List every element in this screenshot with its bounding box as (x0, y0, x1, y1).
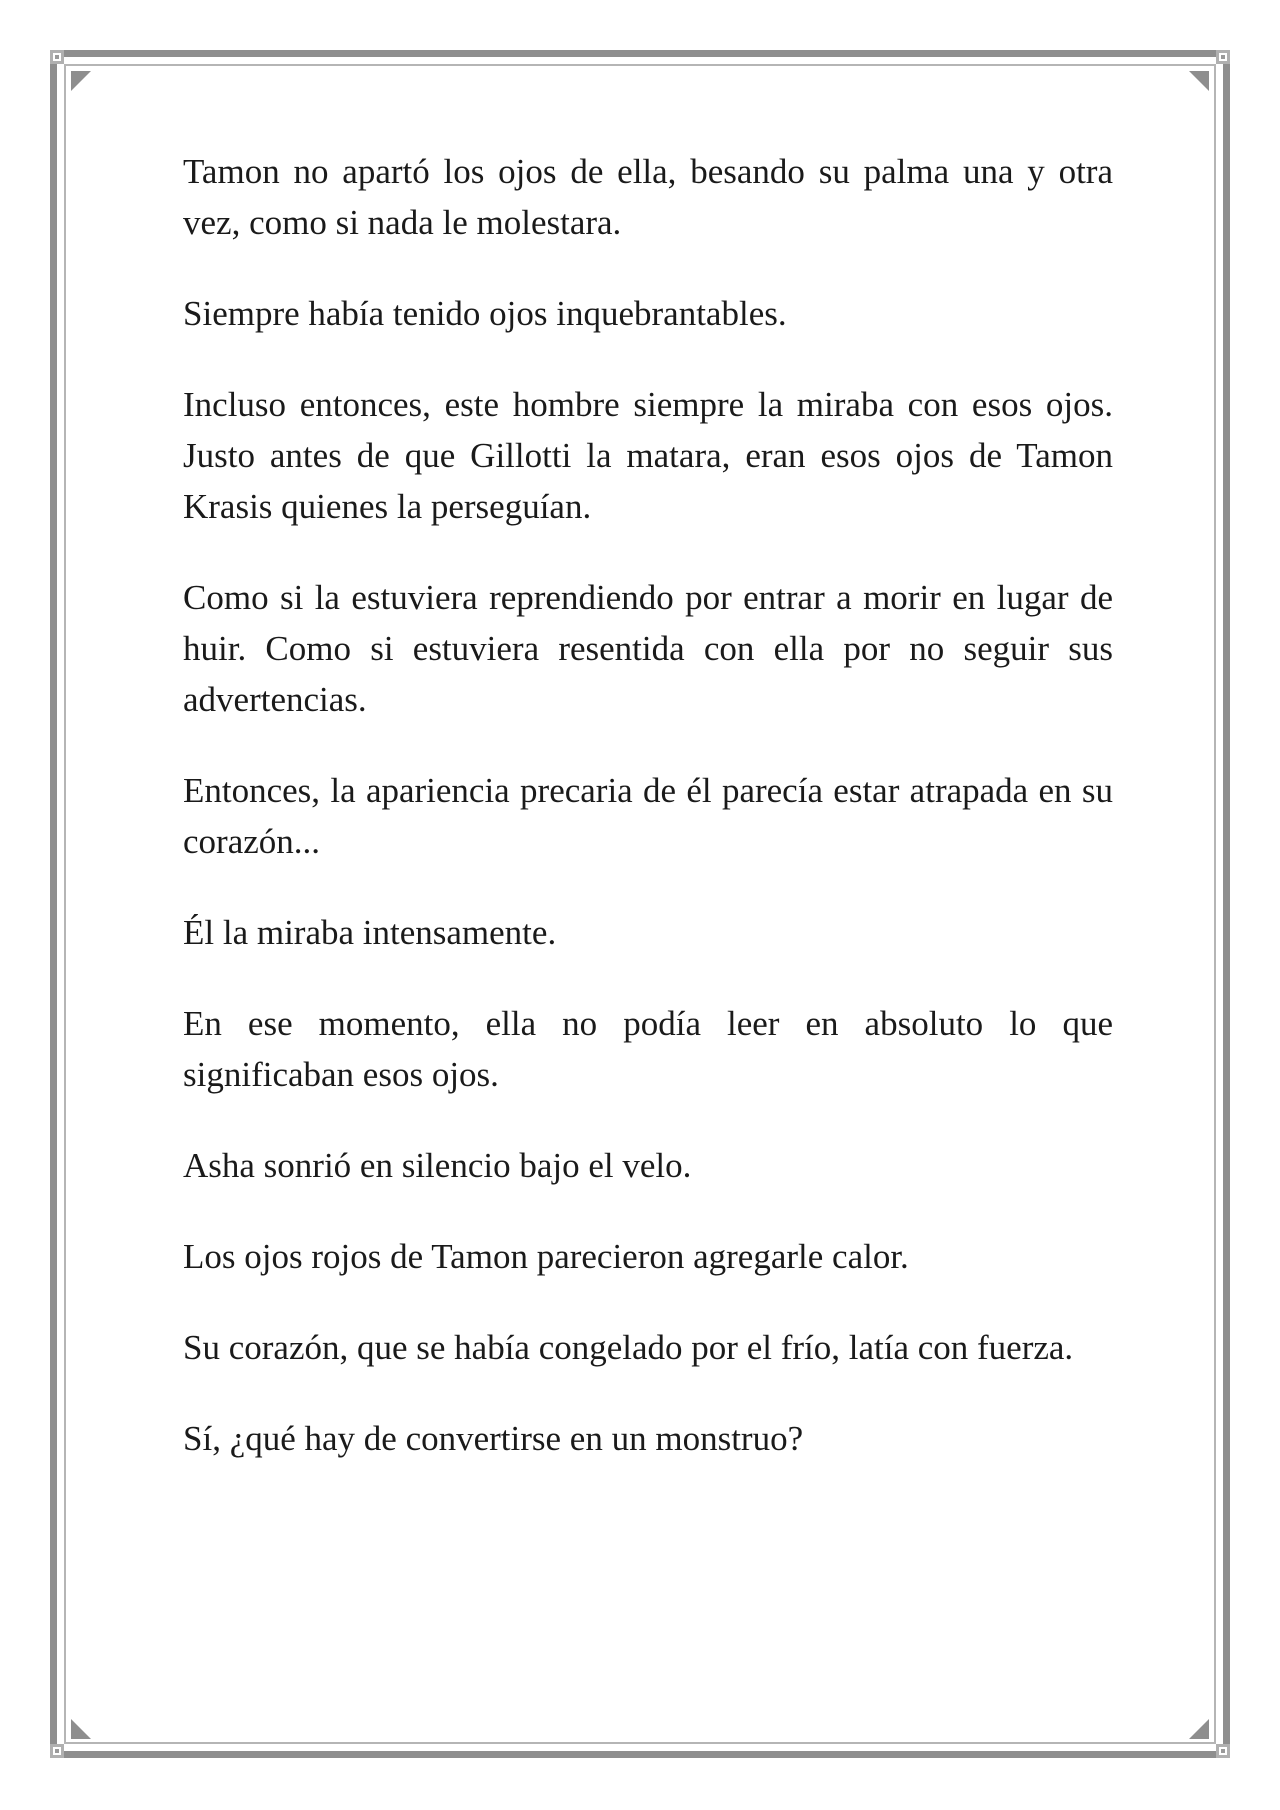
paragraph-8: Asha sonrió en silencio bajo el velo. (183, 1146, 692, 1185)
bottom-left-corner-ornament-icon (50, 1744, 64, 1758)
paragraph-6: Él la miraba intensamente. (183, 913, 557, 952)
paragraph-9: Los ojos rojos de Tamon parecieron agregarle calor. (183, 1237, 909, 1276)
top-right-triangle-icon (1189, 71, 1209, 91)
paragraph-1: Tamon no apartó los ojos de ella, besando su palma una y otra vez, como si nada le molestara. (183, 152, 1113, 242)
top-left-triangle-icon (71, 71, 91, 91)
paragraph-10: Su corazón, que se había congelado por el frío, latía con fuerza. (183, 1328, 1074, 1367)
paragraph-4: Como si la estuviera reprendiendo por entrar a morir en lugar de huir. Como si estuviera resentida con ella por no seguir sus advertencias. (183, 578, 1113, 719)
bottom-right-triangle-icon (1189, 1719, 1209, 1739)
top-right-corner-ornament-icon (1216, 50, 1230, 64)
paragraph-7: En ese momento, ella no podía leer en absoluto lo que significaban esos ojos. (183, 1004, 1113, 1094)
paragraph-3: Incluso entonces, este hombre siempre la miraba con esos ojos. Justo antes de que Gillotti la matara, eran esos ojos de Tamon Krasis quienes la perseguían. (183, 385, 1113, 526)
bottom-right-corner-ornament-icon (1216, 1744, 1230, 1758)
paragraph-11: Sí, ¿qué hay de convertirse en un monstruo? (183, 1419, 804, 1458)
paragraph-2: Siempre había tenido ojos inquebrantables. (183, 294, 787, 333)
page-text-body (183, 146, 1113, 1504)
paragraph-5: Entonces, la apariencia precaria de él parecía estar atrapada en su corazón... (183, 771, 1113, 861)
top-left-corner-ornament-icon (50, 50, 64, 64)
bottom-left-triangle-icon (71, 1719, 91, 1739)
